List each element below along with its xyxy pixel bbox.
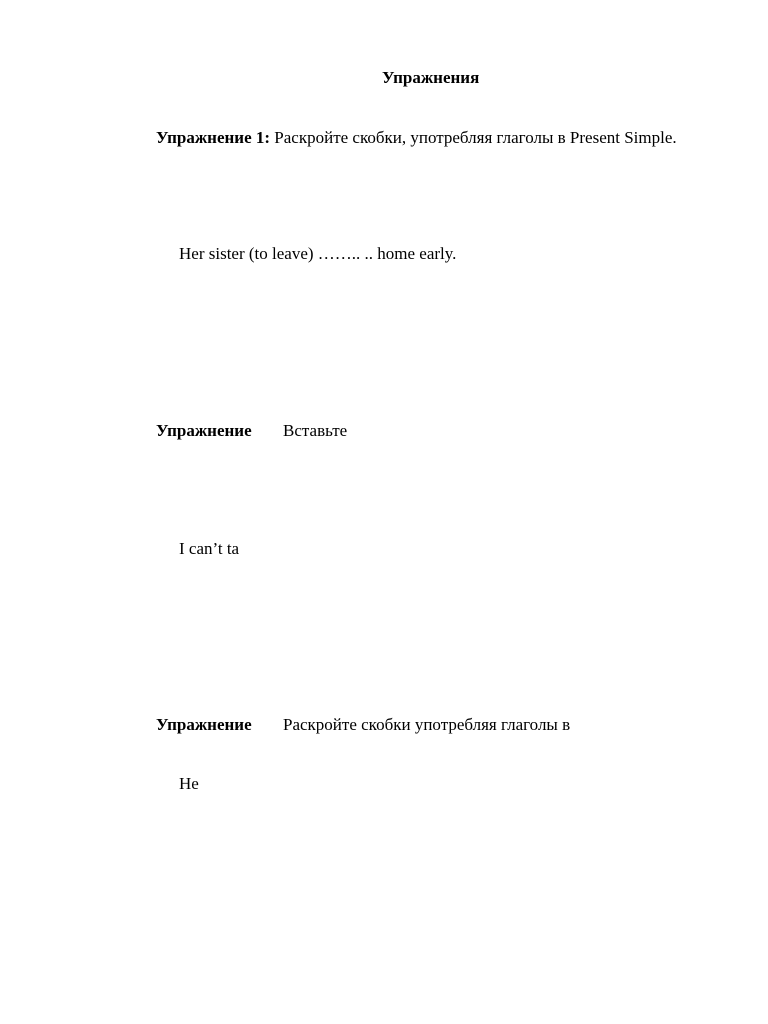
exercise-1-instruction: Раскройте скобки, употребляя глаголы в Present Simple. (270, 128, 677, 147)
exercise-3-label: Упражнение (156, 715, 252, 734)
exercise-1-label: Упражнение 1: (156, 128, 271, 147)
exercise-1-sentence: Her sister (to leave) …….. .. home early. (179, 244, 457, 263)
exercise-3-sentence: He (179, 774, 199, 793)
exercise-1-heading (156, 128, 677, 148)
page-title: Упражнения (382, 68, 480, 87)
exercise-3-instruction: Раскройте скобки употребляя глаголы в (283, 715, 571, 734)
exercise-2-label: Упражнение (156, 421, 252, 440)
exercise-2-sentence: I can’t ta (179, 539, 240, 558)
exercise-2-instruction: Вставьте (283, 421, 348, 440)
